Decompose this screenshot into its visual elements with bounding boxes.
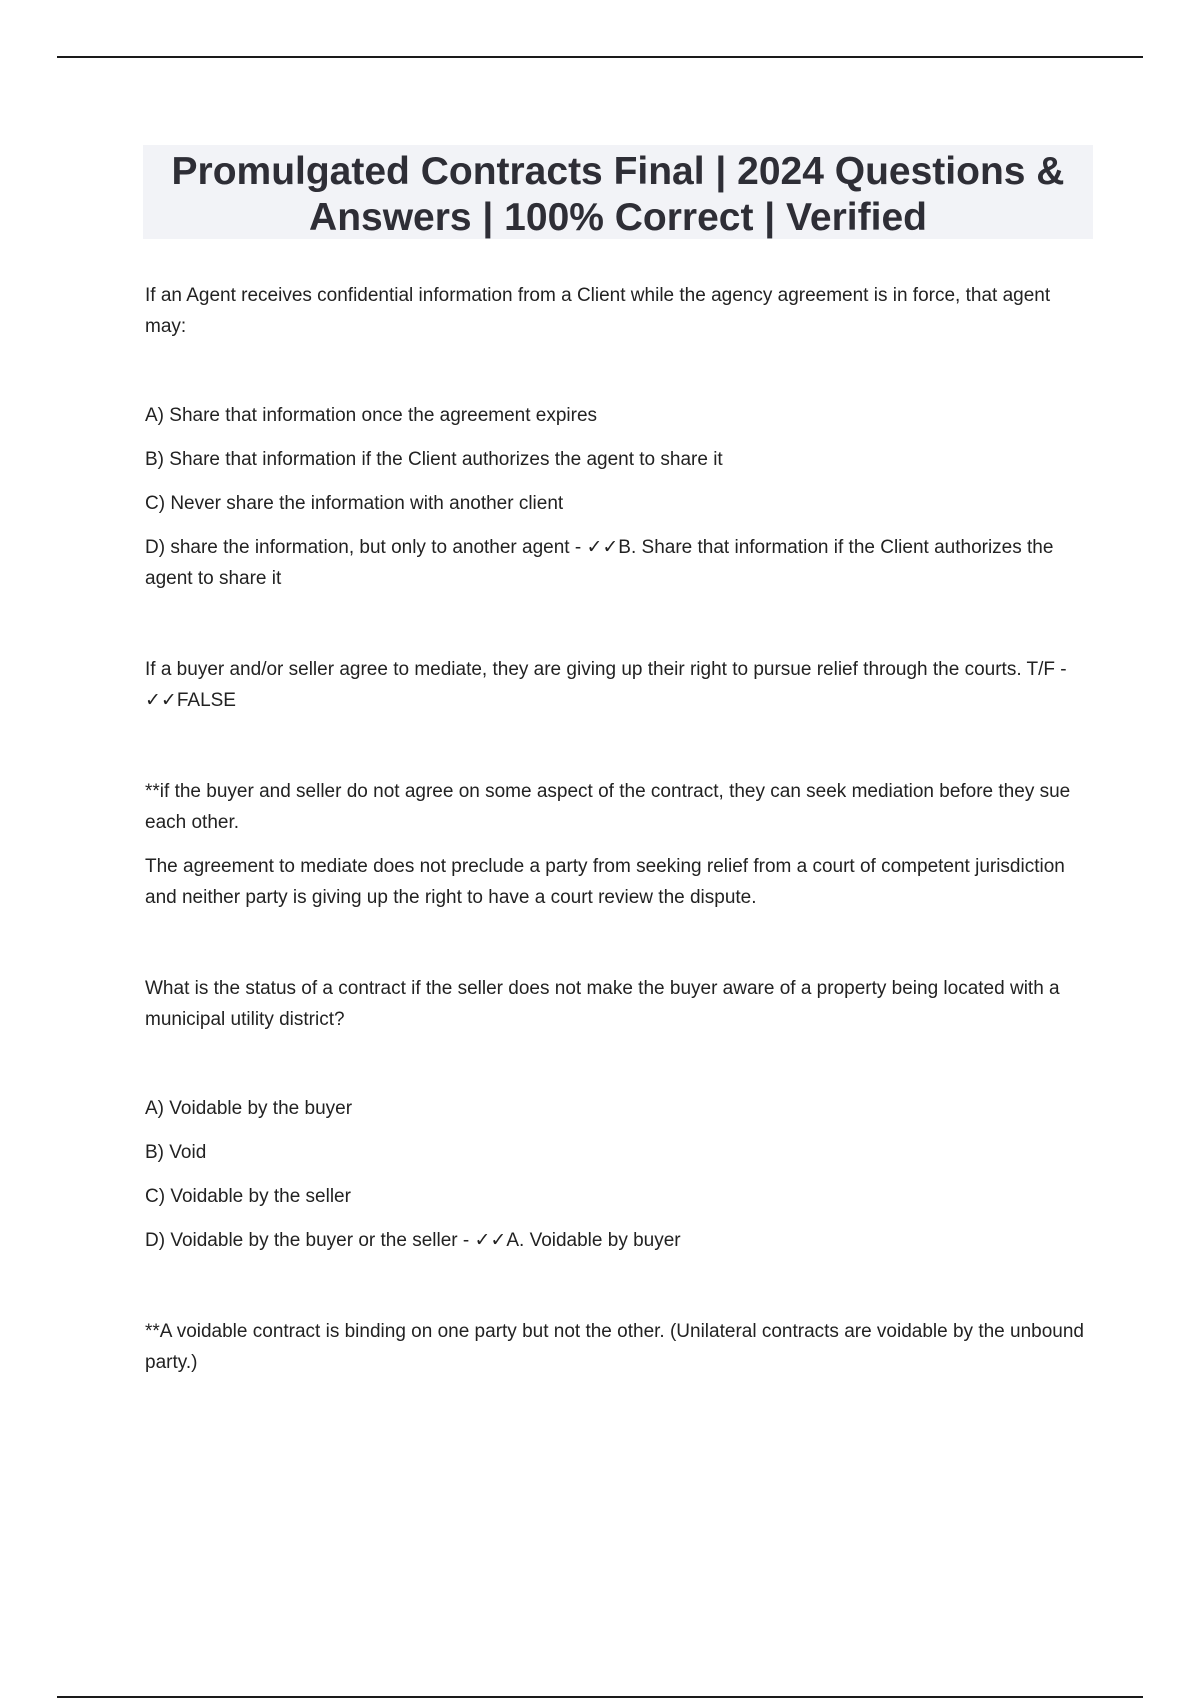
question-2: If a buyer and/or seller agree to mediate, they are giving up their right to pursue relief through the courts. T/F - ✓✓FALSE (145, 659, 1067, 711)
q2-note-1: **if the buyer and seller do not agree on some aspect of the contract, they can seek mediation before they sue each other. (145, 781, 1071, 833)
q3-note: **A voidable contract is binding on one party but not the other. (Unilateral contracts are voidable by the unbound party.) (145, 1321, 1084, 1373)
question-1: If an Agent receives confidential information from a Client while the agency agreement is in force, that agent may: (145, 285, 1051, 337)
q1-option-a: A) Share that information once the agreement expires (145, 405, 598, 426)
q1-option-b: B) Share that information if the Client authorizes the agent to share it (145, 449, 723, 470)
q3-option-a: A) Voidable by the buyer (145, 1098, 353, 1119)
bottom-rule (57, 1696, 1143, 1698)
top-rule (57, 56, 1143, 58)
title-line-2: Answers | 100% Correct | Verified (309, 196, 927, 239)
document-title (143, 145, 1093, 239)
question-3: What is the status of a contract if the seller does not make the buyer aware of a property being located with a municipal utility district? (145, 978, 1060, 1030)
q1-option-d-answer: D) share the information, but only to another agent - ✓✓B. Share that information if the Client authorizes the agent to share it (145, 537, 1054, 589)
q1-option-c: C) Never share the information with another client (145, 493, 564, 514)
q3-option-d-answer: D) Voidable by the buyer or the seller - ✓✓A. Voidable by buyer (145, 1230, 681, 1251)
document-body (145, 280, 1095, 1378)
title-line-1: Promulgated Contracts Final | 2024 Questions & (171, 150, 1065, 193)
q2-note-2: The agreement to mediate does not preclude a party from seeking relief from a court of competent jurisdiction and neither party is giving up the right to have a court review the dispute. (145, 856, 1065, 908)
q3-option-c: C) Voidable by the seller (145, 1186, 351, 1207)
q3-option-b: B) Void (145, 1142, 207, 1163)
